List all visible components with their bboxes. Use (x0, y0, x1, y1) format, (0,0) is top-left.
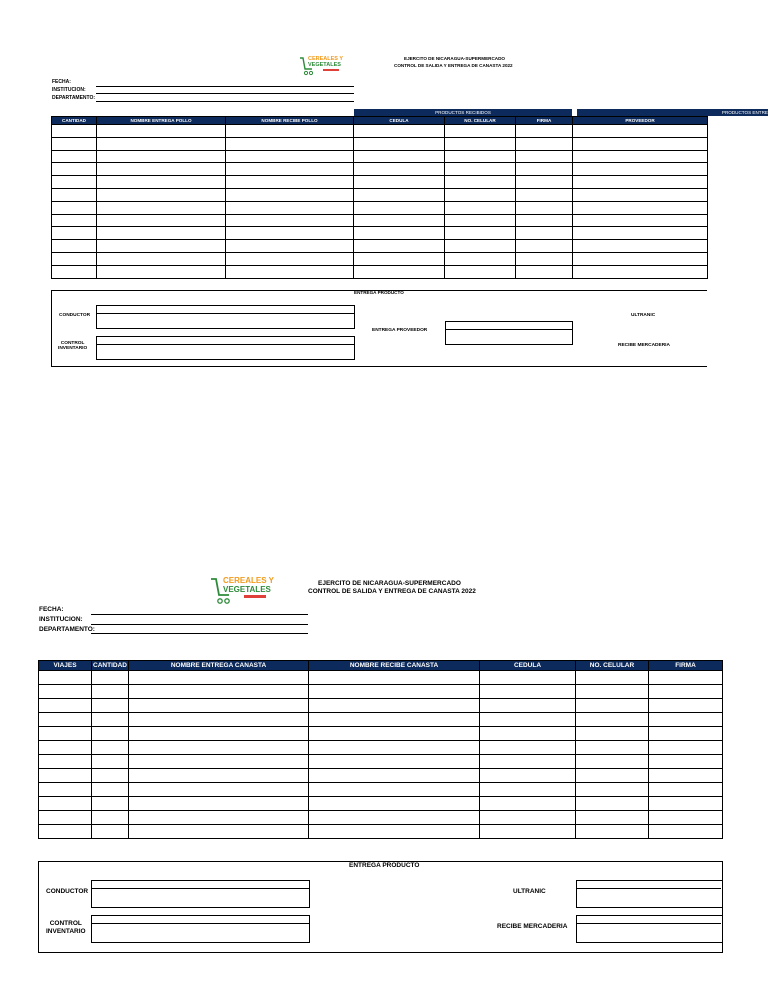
table-cell[interactable] (39, 825, 92, 839)
table-cell[interactable] (573, 252, 708, 265)
table-row (39, 797, 723, 811)
table-cell[interactable] (649, 783, 723, 797)
entrega-proveedor-field[interactable] (445, 321, 573, 345)
table-cell[interactable] (576, 811, 649, 825)
table-canasta (38, 660, 723, 839)
table-cell[interactable] (52, 265, 97, 278)
table-cell[interactable] (649, 699, 723, 713)
table-cell[interactable] (92, 811, 129, 825)
table-cell[interactable] (39, 797, 92, 811)
table-cell[interactable] (309, 825, 480, 839)
table-cell[interactable] (39, 811, 92, 825)
logo (210, 575, 272, 606)
table-cell[interactable] (354, 150, 445, 163)
table-cell[interactable] (516, 252, 573, 265)
control-field[interactable] (96, 336, 355, 360)
table-row (52, 188, 708, 201)
col-nombre-entrega: NOMBRE ENTREGA POLLO (97, 117, 226, 125)
table-cell[interactable] (129, 671, 309, 685)
table-pollo (51, 116, 708, 279)
table-row (39, 699, 723, 713)
institucion-field[interactable] (96, 93, 354, 94)
table-cell[interactable] (573, 176, 708, 189)
table-cell[interactable] (516, 176, 573, 189)
table-cell[interactable] (52, 214, 97, 227)
table-cell[interactable] (39, 755, 92, 769)
table-cell[interactable] (576, 727, 649, 741)
table-cell[interactable] (445, 137, 516, 150)
table-cell[interactable] (129, 727, 309, 741)
table-cell[interactable] (226, 188, 354, 201)
table-cell[interactable] (480, 783, 576, 797)
table-cell[interactable] (226, 252, 354, 265)
table-cell[interactable] (309, 699, 480, 713)
logo-ribbon (244, 595, 266, 598)
table-cell[interactable] (92, 783, 129, 797)
table-cell[interactable] (576, 699, 649, 713)
table-cell[interactable] (573, 150, 708, 163)
table-cell[interactable] (516, 214, 573, 227)
table-cell[interactable] (354, 265, 445, 278)
table-cell[interactable] (226, 125, 354, 138)
table-row (39, 783, 723, 797)
table-cell[interactable] (309, 783, 480, 797)
col-celular: NO. CELULAR (576, 661, 649, 671)
logo-line2: VEGETALES (308, 62, 341, 68)
logo-ribbon (323, 69, 339, 71)
table-cell[interactable] (354, 137, 445, 150)
table-cell[interactable] (445, 163, 516, 176)
table-cell[interactable] (576, 741, 649, 755)
table-cell[interactable] (97, 125, 226, 138)
table-cell[interactable] (129, 825, 309, 839)
table-cell[interactable] (573, 240, 708, 253)
table-cell[interactable] (39, 713, 92, 727)
table-cell[interactable] (92, 685, 129, 699)
col-cedula: CEDULA (354, 117, 445, 125)
table-cell[interactable] (97, 163, 226, 176)
col-cantidad: CANTIDAD (93, 662, 127, 669)
table-cell[interactable] (92, 825, 129, 839)
table-row (39, 769, 723, 783)
col-viajes: VIAJES (39, 661, 92, 671)
table-cell[interactable] (97, 137, 226, 150)
institucion-field[interactable] (91, 624, 308, 625)
table-cell[interactable] (39, 727, 92, 741)
table-cell[interactable] (226, 150, 354, 163)
table-cell[interactable] (52, 227, 97, 240)
table-cell[interactable] (573, 188, 708, 201)
table-cell[interactable] (480, 699, 576, 713)
departamento-label: DEPARTAMENTO: (52, 95, 96, 101)
table-cell[interactable] (480, 727, 576, 741)
table-cell[interactable] (129, 797, 309, 811)
table-cell[interactable] (354, 252, 445, 265)
table-cell[interactable] (649, 713, 723, 727)
table-cell[interactable] (97, 201, 226, 214)
recibe-field-divider (576, 923, 721, 924)
fecha-label: FECHA: (52, 79, 71, 85)
entrega-box-bottom (51, 366, 707, 367)
table-cell[interactable] (649, 685, 723, 699)
table-cell[interactable] (226, 240, 354, 253)
conductor-field-divider (91, 888, 309, 889)
logo-line2: VEGETALES (223, 585, 271, 594)
table-cell[interactable] (516, 240, 573, 253)
table-cell[interactable] (92, 769, 129, 783)
table-cell[interactable] (129, 755, 309, 769)
table-row (52, 240, 708, 253)
table-cell[interactable] (354, 240, 445, 253)
table-cell[interactable] (354, 125, 445, 138)
col-nombre-recibe: NOMBRE RECIBE CANASTA (309, 661, 480, 671)
col-firma: FIRMA (649, 661, 723, 671)
table-cell[interactable] (52, 150, 97, 163)
ultranic-field[interactable] (576, 880, 722, 908)
table-cell[interactable] (445, 201, 516, 214)
table-cell[interactable] (92, 699, 129, 713)
table-cell[interactable] (516, 163, 573, 176)
table-cell[interactable] (97, 176, 226, 189)
table-cell[interactable] (480, 741, 576, 755)
table-cell[interactable] (309, 755, 480, 769)
control-field[interactable] (91, 915, 310, 943)
departamento-field[interactable] (91, 633, 308, 634)
table-row (39, 825, 723, 839)
table-cell[interactable] (92, 671, 129, 685)
table-cell[interactable] (573, 265, 708, 278)
table-cell[interactable] (573, 214, 708, 227)
table-cell[interactable] (129, 783, 309, 797)
table-cell[interactable] (516, 137, 573, 150)
table-row (52, 214, 708, 227)
table-cell[interactable] (52, 240, 97, 253)
table-row (52, 137, 708, 150)
table-cell[interactable] (516, 227, 573, 240)
table-row (39, 685, 723, 699)
table-cell[interactable] (226, 201, 354, 214)
table-cell[interactable] (445, 176, 516, 189)
table-cell[interactable] (52, 125, 97, 138)
table-row (52, 252, 708, 265)
table-cell[interactable] (445, 252, 516, 265)
departamento-label: DEPARTAMENTO: (39, 626, 95, 633)
conductor-field[interactable] (91, 880, 310, 908)
table-cell[interactable] (52, 163, 97, 176)
table-row (52, 265, 708, 278)
control-field-divider (91, 923, 309, 924)
band-productos-recibidos: PRODUCTOS RECIBIDOS (354, 109, 572, 116)
table-cell[interactable] (445, 240, 516, 253)
table-cell[interactable] (52, 188, 97, 201)
table-cell[interactable] (92, 755, 129, 769)
table-cell[interactable] (573, 201, 708, 214)
control-field-divider (96, 344, 354, 345)
table-cell[interactable] (480, 769, 576, 783)
table-cell[interactable] (576, 713, 649, 727)
table-row (39, 727, 723, 741)
table-cell[interactable] (480, 825, 576, 839)
table-row (52, 150, 708, 163)
institucion-label: INSTITUCION: (52, 87, 86, 93)
table-cell[interactable] (129, 685, 309, 699)
table-cell[interactable] (226, 137, 354, 150)
table-cell[interactable] (480, 755, 576, 769)
table-cell[interactable] (576, 685, 649, 699)
recibe-label: RECIBE MERCADERIA (618, 343, 670, 348)
table-row (52, 227, 708, 240)
table-cell[interactable] (97, 265, 226, 278)
table-cell[interactable] (354, 163, 445, 176)
table-cell[interactable] (576, 755, 649, 769)
entrega-title: ENTREGA PRODUCTO (354, 290, 404, 295)
table-row (39, 671, 723, 685)
table-row (39, 811, 723, 825)
col-celular: NO. CELULAR (445, 117, 516, 125)
entrega-box-left (51, 290, 52, 367)
table-cell[interactable] (39, 685, 92, 699)
table-cell[interactable] (576, 825, 649, 839)
table-cell[interactable] (480, 811, 576, 825)
departamento-field[interactable] (96, 101, 354, 102)
table-cell[interactable] (649, 755, 723, 769)
page-title: EJERCITO DE NICARAGUA-SUPERMERCADO (318, 580, 461, 587)
table-cell[interactable] (445, 265, 516, 278)
table-cell[interactable] (226, 265, 354, 278)
fecha-label: FECHA: (39, 606, 64, 613)
ultranic-label: ULTRANIC (631, 313, 656, 318)
table-cell[interactable] (309, 713, 480, 727)
table-cell[interactable] (576, 783, 649, 797)
table-cell[interactable] (52, 176, 97, 189)
table-cell[interactable] (129, 741, 309, 755)
conductor-field[interactable] (96, 305, 355, 329)
table-cell[interactable] (309, 741, 480, 755)
table-cell[interactable] (354, 214, 445, 227)
logo-line1: CEREALES Y (308, 56, 344, 62)
table-cell[interactable] (516, 265, 573, 278)
table-cell[interactable] (226, 163, 354, 176)
table-cell[interactable] (354, 176, 445, 189)
table-cell[interactable] (129, 811, 309, 825)
table-cell[interactable] (129, 769, 309, 783)
table-cell[interactable] (309, 797, 480, 811)
recibe-field[interactable] (576, 915, 722, 943)
table-cell[interactable] (226, 214, 354, 227)
col-nombre-recibe: NOMBRE RECIBE POLLO (226, 117, 354, 125)
table-cell[interactable] (97, 227, 226, 240)
table-cell[interactable] (309, 769, 480, 783)
table-cell[interactable] (97, 214, 226, 227)
table-cell[interactable] (516, 188, 573, 201)
table-cell[interactable] (354, 201, 445, 214)
table-row (39, 755, 723, 769)
table-cell[interactable] (52, 201, 97, 214)
table-cell[interactable] (92, 713, 129, 727)
table-cell[interactable] (573, 227, 708, 240)
table-cell[interactable] (576, 671, 649, 685)
conductor-field-divider (96, 313, 354, 314)
table-cell[interactable] (445, 125, 516, 138)
table-cell[interactable] (309, 727, 480, 741)
table-cell[interactable] (649, 769, 723, 783)
table-cell[interactable] (573, 137, 708, 150)
table-cell[interactable] (649, 811, 723, 825)
table-cell[interactable] (649, 727, 723, 741)
entrega-title: ENTREGA PRODUCTO (349, 862, 420, 869)
table-row (52, 201, 708, 214)
logo-line1: CEREALES Y (223, 576, 274, 585)
table-cell[interactable] (97, 240, 226, 253)
table-cell[interactable] (97, 252, 226, 265)
table-cell[interactable] (516, 125, 573, 138)
table-row (39, 741, 723, 755)
table-cell[interactable] (445, 188, 516, 201)
page-title: EJERCITO DE NICARAGUA-SUPERMERCADO (404, 56, 505, 61)
table-cell[interactable] (309, 671, 480, 685)
table-cell[interactable] (354, 188, 445, 201)
table-cell[interactable] (573, 125, 708, 138)
fecha-field[interactable] (91, 614, 308, 615)
table-cell[interactable] (649, 671, 723, 685)
logo (299, 55, 343, 77)
table-cell[interactable] (576, 797, 649, 811)
table-cell[interactable] (309, 811, 480, 825)
table-cell[interactable] (39, 699, 92, 713)
table-cell[interactable] (92, 741, 129, 755)
table-cell[interactable] (39, 741, 92, 755)
fecha-field[interactable] (96, 86, 354, 87)
conductor-label: CONDUCTOR (59, 313, 91, 318)
col-firma: FIRMA (516, 117, 573, 125)
institucion-label: INSTITUCION: (39, 616, 83, 623)
table-row (52, 163, 708, 176)
table-cell[interactable] (97, 150, 226, 163)
control-label: CONTROL INVENTARIO (46, 920, 86, 935)
recibe-label: RECIBE MERCADERIA (497, 923, 568, 930)
table-cell[interactable] (480, 797, 576, 811)
table-cell[interactable] (309, 685, 480, 699)
table-cell[interactable] (573, 163, 708, 176)
table-cell[interactable] (649, 825, 723, 839)
table-cell[interactable] (39, 671, 92, 685)
table-cell[interactable] (576, 769, 649, 783)
table-cell[interactable] (39, 769, 92, 783)
table-cell[interactable] (445, 150, 516, 163)
table-row (52, 125, 708, 138)
col-proveedor: PROVEEDOR (573, 117, 708, 125)
table-cell[interactable] (92, 797, 129, 811)
proveedor-field-divider (445, 329, 572, 330)
page-subtitle: CONTROL DE SALIDA Y ENTREGA DE CANASTA 2022 (308, 588, 476, 595)
ultranic-label: ULTRANIC (513, 888, 546, 895)
table-cell[interactable] (480, 685, 576, 699)
table-cell[interactable] (445, 227, 516, 240)
table-cell[interactable] (52, 137, 97, 150)
table-cell[interactable] (649, 797, 723, 811)
table-cell[interactable] (354, 227, 445, 240)
table-cell[interactable] (226, 227, 354, 240)
table-cell[interactable] (92, 727, 129, 741)
band-productos-entre: PRODUCTOS ENTRE (577, 109, 768, 116)
table-cell[interactable] (445, 214, 516, 227)
table-cell[interactable] (129, 699, 309, 713)
table-cell[interactable] (97, 188, 226, 201)
conductor-label: CONDUCTOR (46, 888, 89, 895)
col-cantidad: CANTIDAD (52, 117, 97, 125)
col-cedula: CEDULA (480, 661, 576, 671)
control-label: CONTROL INVENTARIO (58, 341, 88, 351)
table-cell[interactable] (649, 741, 723, 755)
col-nombre-entrega: NOMBRE ENTREGA CANASTA (129, 661, 309, 671)
entrega-proveedor-label: ENTREGA PROVEEDOR (372, 328, 428, 333)
table-cell[interactable] (52, 252, 97, 265)
ultranic-field-divider (576, 888, 721, 889)
table-cell[interactable] (516, 201, 573, 214)
table-cell[interactable] (480, 671, 576, 685)
table-cell[interactable] (39, 783, 92, 797)
table-cell[interactable] (129, 713, 309, 727)
table-row (52, 176, 708, 189)
table-cell[interactable] (226, 176, 354, 189)
table-cell[interactable] (480, 713, 576, 727)
page-subtitle: CONTROL DE SALIDA Y ENTREGA DE CANASTA 2022 (394, 63, 513, 68)
table-cell[interactable] (516, 150, 573, 163)
table-row (39, 713, 723, 727)
